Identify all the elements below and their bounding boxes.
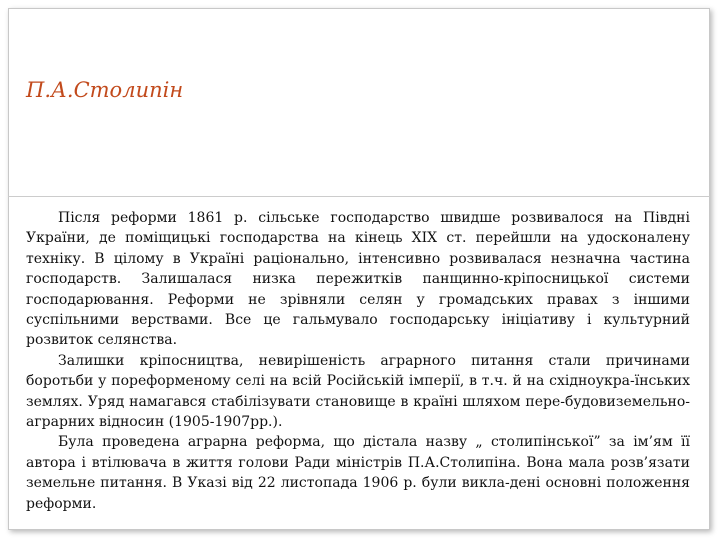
slide-body (26, 208, 690, 514)
paragraph-1: Після реформи 1861 р. сільське господарство швидше розвивалося на Півдні України, де поміщицькі господарства на кінець XIX ст. перейшли на удосконалену техніку. В цілому в Україні раціонально, інтенсивно розвивалася незначна частина господарств. Залишалася низка пережитків панщинно-кріпосницької системи господарювання. Реформи не зрівняли селян у громадських правах з іншими суспільними верствами. Все це гальмувало господарську ініціативу і культурний розвиток селянства. (26, 210, 690, 349)
slide-title: П.А.Столипін (26, 78, 184, 102)
title-divider (8, 196, 710, 197)
paragraph-3: Була проведена аграрна реформа, що дістала назву „ столипінської” за ім’ям її автора і втілювача в життя голови Ради міністрів П.А.Столипіна. Вона мала розв’язати земельне питання. В Указі від 22 листопада 1906 р. були викла-дені основні положення реформи. (26, 434, 690, 512)
paragraph-2: Залишки кріпосництва, невирішеність аграрного питання стали причинами боротьби у пореформеному селі на всій Російській імперії, в т.ч. й на східноукра-їнських землях. Уряд намагався стабілізувати становище в країні шляхом пере-будовиземельно-аграрних відносин (1905-1907рр.). (26, 352, 690, 431)
